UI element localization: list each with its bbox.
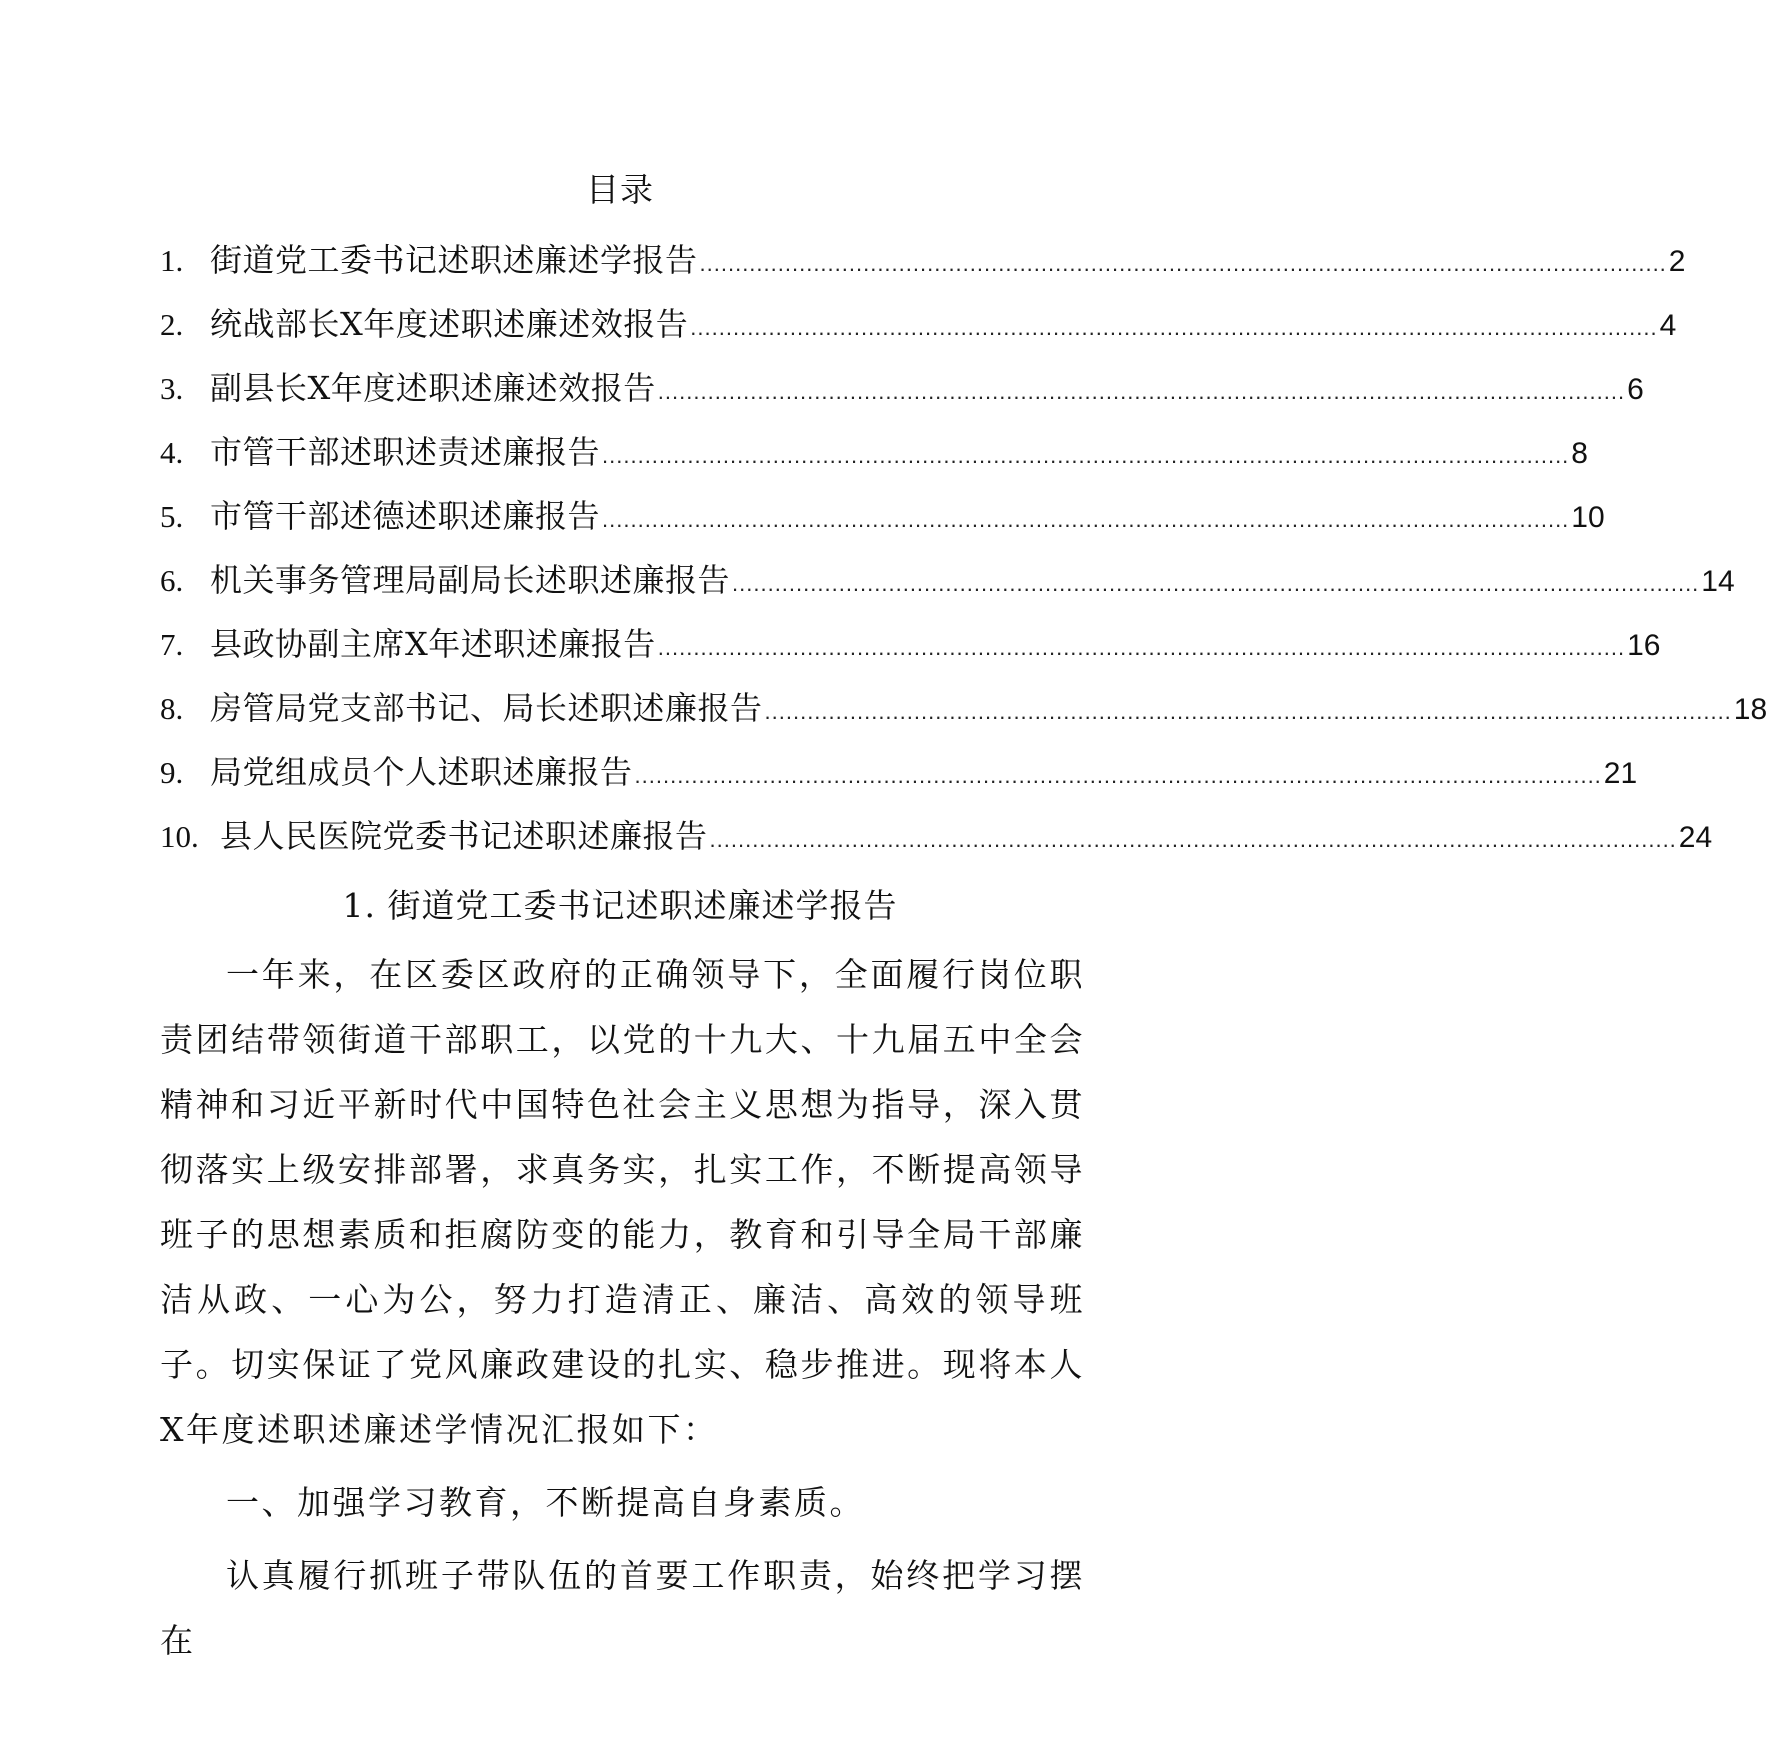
toc-dot-leader: ........................................................................................................................................ [709,827,1677,852]
toc-entry-number: 10. [160,819,199,854]
toc-entry[interactable] [160,432,1588,496]
toc-dot-leader: ........................................................................................................................................ [602,443,1570,468]
toc-dot-leader: ........................................................................................................................................ [657,635,1626,660]
toc-entry-number: 8. [160,691,184,726]
toc-entry-label: 市管干部述职述责述廉报告 [210,433,601,471]
toc-entry-page: 14 [1701,565,1735,598]
toc-dot-leader: ........................................................................................................................................ [732,571,1700,596]
toc-entry-number: 7. [160,627,184,662]
toc-dot-leader: ........................................................................................................................................ [690,315,1658,340]
toc-entry-number: 5. [160,499,184,534]
toc-entry-label: 市管干部述德述职述廉报告 [210,497,601,535]
toc-dot-leader: ........................................................................................................................................ [634,763,1602,788]
toc-entry-number: 1. [160,243,184,278]
toc-entry-label: 街道党工委书记述职述廉述学报告 [210,241,698,279]
toc-entry-page: 10 [1571,501,1605,534]
toc-dot-leader: ........................................................................................................................................ [764,699,1732,724]
toc-entry-label: 局党组成员个人述职述廉报告 [210,753,633,791]
toc-entry[interactable] [160,624,1661,688]
toc-dot-leader: ........................................................................................................................................ [657,379,1626,404]
section-subheading: 一、加强学习教育，不断提高自身素质。 [226,1483,865,1522]
toc-entry-label: 县人民医院党委书记述职述廉报告 [220,817,708,855]
article-body [160,942,1085,1673]
body-paragraph: 认真履行抓班子带队伍的首要工作职责，始终把学习摆在 [160,1556,1085,1660]
table-of-contents [160,240,1767,880]
toc-entry-label: 机关事务管理局副局长述职述廉报告 [210,561,731,599]
toc-entry-page: 4 [1659,309,1677,342]
toc-dot-leader: ........................................................................................................................................ [699,251,1667,276]
toc-entry-page: 16 [1627,629,1661,662]
toc-entry-page: 18 [1733,693,1767,726]
toc-entry[interactable] [160,752,1638,816]
toc-entry[interactable] [160,688,1767,752]
toc-entry[interactable] [160,816,1713,880]
toc-entry[interactable] [160,368,1644,432]
toc-title: 目录 [586,170,654,209]
toc-entry[interactable] [160,560,1735,624]
toc-entry[interactable] [160,240,1686,304]
toc-entry-page: 8 [1571,437,1588,470]
toc-entry-number: 3. [160,371,184,406]
body-paragraph: 一年来，在区委区政府的正确领导下，全面履行岗位职责团结带领街道干部职工，以党的十九大、十九届五中全会精神和习近平新时代中国特色社会主义思想为指导，深入贯彻落实上级安排部署，求真务实，扎实工作，不断提高领导班子的思想素质和拒腐防变的能力，教育和引导全局干部廉洁从政、一心为公，努力打造清正、廉洁、高效的领导班子。切实保证了党风廉政建设的扎实、稳步推进。现将本人X年度述职述廉述学情况汇报如下： [160,955,1085,1449]
toc-entry-number: 6. [160,563,184,598]
toc-entry-label: 县政协副主席X年述职述廉报告 [210,625,656,663]
toc-entry-number: 4. [160,435,184,470]
toc-entry-number: 2. [160,307,184,342]
toc-entry-page: 24 [1678,821,1713,854]
toc-entry-page: 6 [1627,373,1644,406]
toc-entry[interactable] [160,496,1605,560]
toc-entry[interactable] [160,304,1677,368]
toc-entry-label: 副县长X年度述职述廉述效报告 [210,369,656,407]
toc-entry-label: 统战部长X年度述职述廉述效报告 [210,305,689,343]
toc-entry-label: 房管局党支部书记、局长述职述廉报告 [210,689,763,727]
toc-dot-leader: ........................................................................................................................................ [602,507,1570,532]
toc-entry-number: 9. [160,755,184,790]
article-heading: 1. 街道党工委书记述职述廉述学报告 [342,886,898,925]
toc-entry-page: 21 [1603,757,1638,790]
toc-entry-page: 2 [1668,245,1686,278]
